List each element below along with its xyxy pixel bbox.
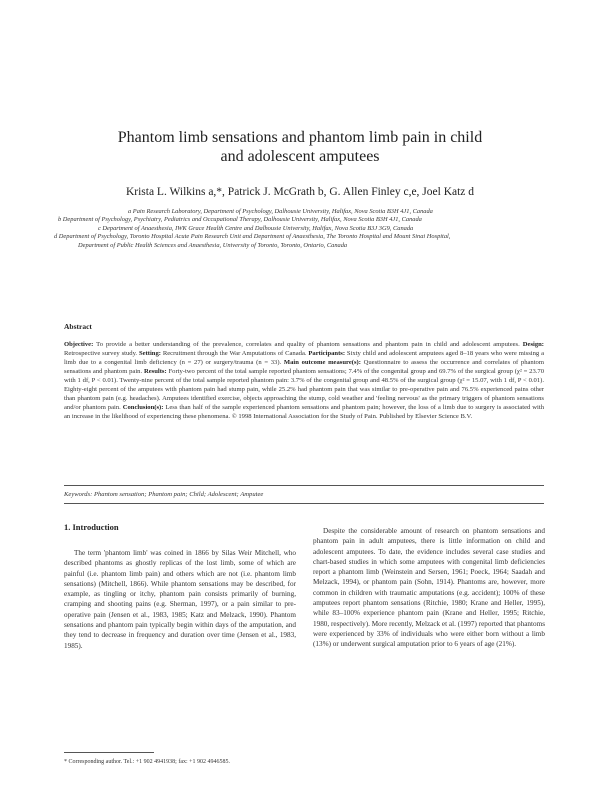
participants-label: Participants: xyxy=(308,350,346,358)
outcome-label: Main outcome measure(s): xyxy=(283,359,361,367)
keywords-line xyxy=(64,491,544,498)
setting-text: Recruitment through the War Amputations of Canada. xyxy=(160,350,307,358)
design-text: Retrospective survey study. xyxy=(64,350,138,358)
affiliation-c: c Department of Anaesthesia, IWK Grace Health Centre and Dalhousie University, Halifax, Nova Scotia B3J 3G9, Canada xyxy=(98,224,414,232)
keywords-bottom-rule xyxy=(64,503,544,504)
paper-title-line-2: and adolescent amputees xyxy=(220,148,380,165)
keywords-top-rule xyxy=(64,485,544,486)
introduction-left-column: The term 'phantom limb' was coined in 1866 by Silas Weir Mitchell, who described phantoms as ghostly replicas of the lost limb, some of which are painful (i.e. phantom limb pain) and others which are not (i.e. phantom limb sensations) (Mitchell, 1866). While phantom sensations may be described, for example, as tingling or itchy, phantom pain consists primarily of burning, cramping and shooting pains (e.g. Sherman, 1997), or a pain similar to pre-operative pain (Jensen et al., 1983, 1985; Katz and Melzack, 1990). Phantom sensations and phantom pain typically begin within days of the amputation, and they tend to decrease in frequency and duration over time (Jensen et al., 1983, 1985). xyxy=(64,549,296,650)
paper-title xyxy=(0,128,600,166)
participants-text: Sixty child and adolescent amputees aged 8–18 years who were missing a limb due to a congenital limb deficiency (n = 27) or surgery/trauma (n = 33). xyxy=(64,350,545,367)
objective-text: To provide a better understanding of the prevalence, correlates and quality of phantom sensations and phantom pain in child and adolescent amputees. xyxy=(93,341,520,348)
conclusion-text: Less than half of the sample experienced phantom sensations and phantom pain; however, the loss of a limb due to surgery is associated with an increase in the likelihood of experiencing these phenomena. © 1998 International Association for the Study of Pain. Published by Elsevier Science B.V. xyxy=(64,404,544,421)
affiliation-d: d Department of Psychology, Toronto Hospital Acute Pain Research Unit and Department of Anaesthesia, The Toronto Hospital and Mount Sinai Hospital, xyxy=(54,233,451,241)
affiliation-b: b Department of Psychology, Psychiatry, Pediatrics and Occupational Therapy, Dalhousie University, Halifax, Nova Scotia B3H 4J1, Canada xyxy=(58,216,422,224)
abstract-heading: Abstract xyxy=(64,322,92,331)
objective-label: Objective: xyxy=(64,341,94,348)
results-label: Results: xyxy=(143,368,167,376)
outcome-text: Questionnaire to assess the occurrence and correlates of phantom sensations and phantom pain. xyxy=(64,359,544,376)
footnote-rule xyxy=(64,752,154,753)
design-label: Design: xyxy=(522,341,544,348)
results-text: Forty-two percent of the total sample reported phantom sensations; 7.4% of the congenital group and 69.7% of the surgical group (χ² = 23.70 with 1 df, P < 0.01). Twenty-nine percent of the total sample reported phantom pain: 3.7% of the congenital group and 48.5% of the surgical group (χ² = 15.07, with 1 df, P < 0.01). Eighty-eight percent of the amputees with phantom pain had stump pain, while 25.2% had phantom pain that was similar to pre-operative pain and 76.5% experienced pains other than phantom pain (e.g. headaches). Amputees identified exercise, objects approaching the stump, cold weather and 'feeling nervous' as the primary triggers of phantom sensations and/or phantom pain. xyxy=(64,368,544,412)
affiliation-d-continued: Department of Public Health Sciences and Anaesthesia, University of Toronto, Toronto, Ontario, Canada xyxy=(78,241,348,249)
keywords-label: Keywords: xyxy=(64,491,93,498)
abstract-body xyxy=(64,340,544,421)
paper-title-line-1: Phantom limb sensations and phantom limb pain in child xyxy=(117,129,483,146)
conclusion-label: Conclusion(s): xyxy=(122,404,164,412)
affiliations xyxy=(54,208,558,250)
corresponding-author-footnote: * Corresponding author. Tel.: +1 902 4941938; fax: +1 902 4946585. xyxy=(64,759,231,765)
introduction-right-column: Despite the considerable amount of research on phantom sensations and phantom pain in adult amputees, there is little information on child and adolescent amputees. To date, the evidence includes several case studies and chart-based studies in which some amputees with congenital limb deficiencies report a phantom limb (Weinstein and Sersen, 1961; Poeck, 1964; Saadah and Melzack, 1994), or phantom pain (Sohn, 1914). Phantoms are, however, more common in children with traumatic amputations (e.g. accident); 100% of these amputees report phantom sensations (Ritchie, 1980; Krane and Heller, 1995), while 83–100% experience phantom pain (Krane and Heller, 1995; Ritchie, 1980, respectively). More recently, Melzack et al. (1997) reported that phantoms were experienced by 33% of individuals who were either born without a limb (13%) or underwent surgical amputation prior to 6 years of age (21%). xyxy=(313,527,545,649)
setting-label: Setting: xyxy=(138,350,161,358)
keywords-text: Phantom sensation; Phantom pain; Child; Adolescent; Amputee xyxy=(92,491,264,498)
introduction-heading: 1. Introduction xyxy=(64,522,119,532)
author-list: Krista L. Wilkins a,*, Patrick J. McGrath b, G. Allen Finley c,e, Joel Katz d xyxy=(125,186,475,198)
affiliation-a: a Pain Research Laboratory, Department of Psychology, Dalhousie University, Halifax, Nova Scotia B3H 4J1, Canada xyxy=(128,208,433,215)
